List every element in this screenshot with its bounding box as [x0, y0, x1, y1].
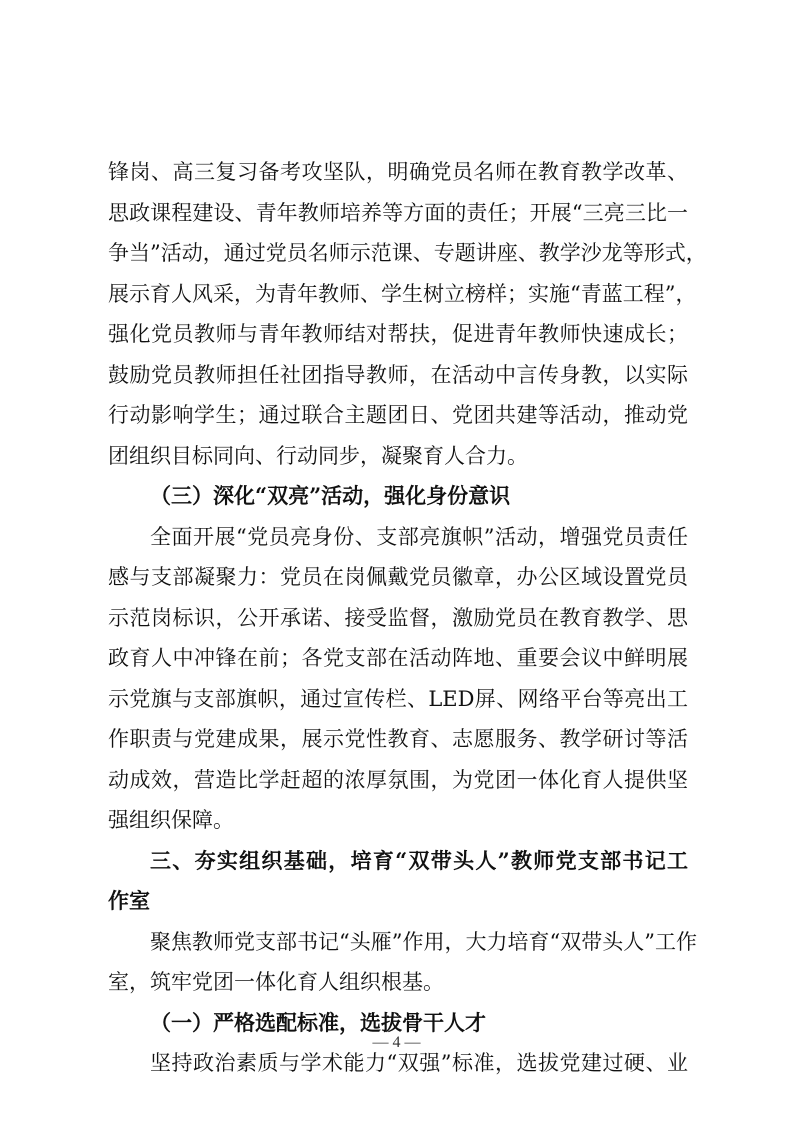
body-line: 鼓励党员教师担任社团指导教师，在活动中言传身教，以实际 — [108, 362, 688, 387]
page-number: — 4 — — [372, 1034, 421, 1051]
chapter-heading-continued: 作室 — [108, 888, 150, 913]
body-line: 强化党员教师与青年教师结对帮扶，促进青年教师快速成长； — [108, 322, 688, 346]
body-line: 锋岗、高三复习备考攻坚队，明确党员名师在教育教学改革、 — [108, 160, 688, 184]
body-line: 团组织目标同向、行动同步，凝聚育人合力。 — [108, 443, 528, 468]
body-line: 感与支部凝聚力：党员在岗佩戴党员徽章，办公区域设置党员 — [108, 565, 688, 589]
body-line: 展示育人风采，为青年教师、学生树立榜样；实施“青蓝工程”， — [108, 281, 697, 306]
body-line: 聚焦教师党支部书记“头雁”作用，大力培育“双带头人”工作 — [150, 929, 697, 954]
body-line: 争当”活动，通过党员名师示范课、专题讲座、教学沙龙等形式， — [108, 241, 707, 265]
body-line: 行动影响学生；通过联合主题团日、党团共建等活动，推动党 — [108, 403, 688, 427]
body-line: 示范岗标识，公开承诺、接受监督，激励党员在教育教学、思 — [108, 605, 688, 630]
body-line: 全面开展“党员亮身份、支部亮旗帜”活动，增强党员责任 — [150, 524, 688, 549]
body-line: 动成效，营造比学赶超的浓厚氛围，为党团一体化育人提供坚 — [108, 767, 688, 792]
section-heading: （三）深化“双亮”活动，强化身份意识 — [150, 483, 511, 508]
body-line: 政育人中冲锋在前；各党支部在活动阵地、重要会议中鲜明展 — [108, 646, 688, 670]
body-line: 室，筑牢党团一体化育人组织根基。 — [108, 970, 444, 994]
chapter-heading: 三、夯实组织基础，培育“双带头人”教师党支部书记工 — [150, 847, 688, 873]
body-line: 思政课程建设、青年教师培养等方面的责任；开展“三亮三比一 — [108, 200, 688, 225]
section-heading: （一）严格选配标准，选拔骨干人才 — [150, 1009, 486, 1035]
body-line: 示党旗与支部旗帜，通过宣传栏、LED屏、网络平台等亮出工 — [108, 686, 688, 711]
body-line: 坚持政治素质与学术能力“双强”标准，选拔党建过硬、业 — [150, 1051, 688, 1075]
body-line: 作职责与党建成果，展示党性教育、志愿服务、教学研讨等活 — [108, 727, 688, 751]
body-text — [108, 152, 707, 1084]
body-line: 强组织保障。 — [108, 808, 234, 832]
